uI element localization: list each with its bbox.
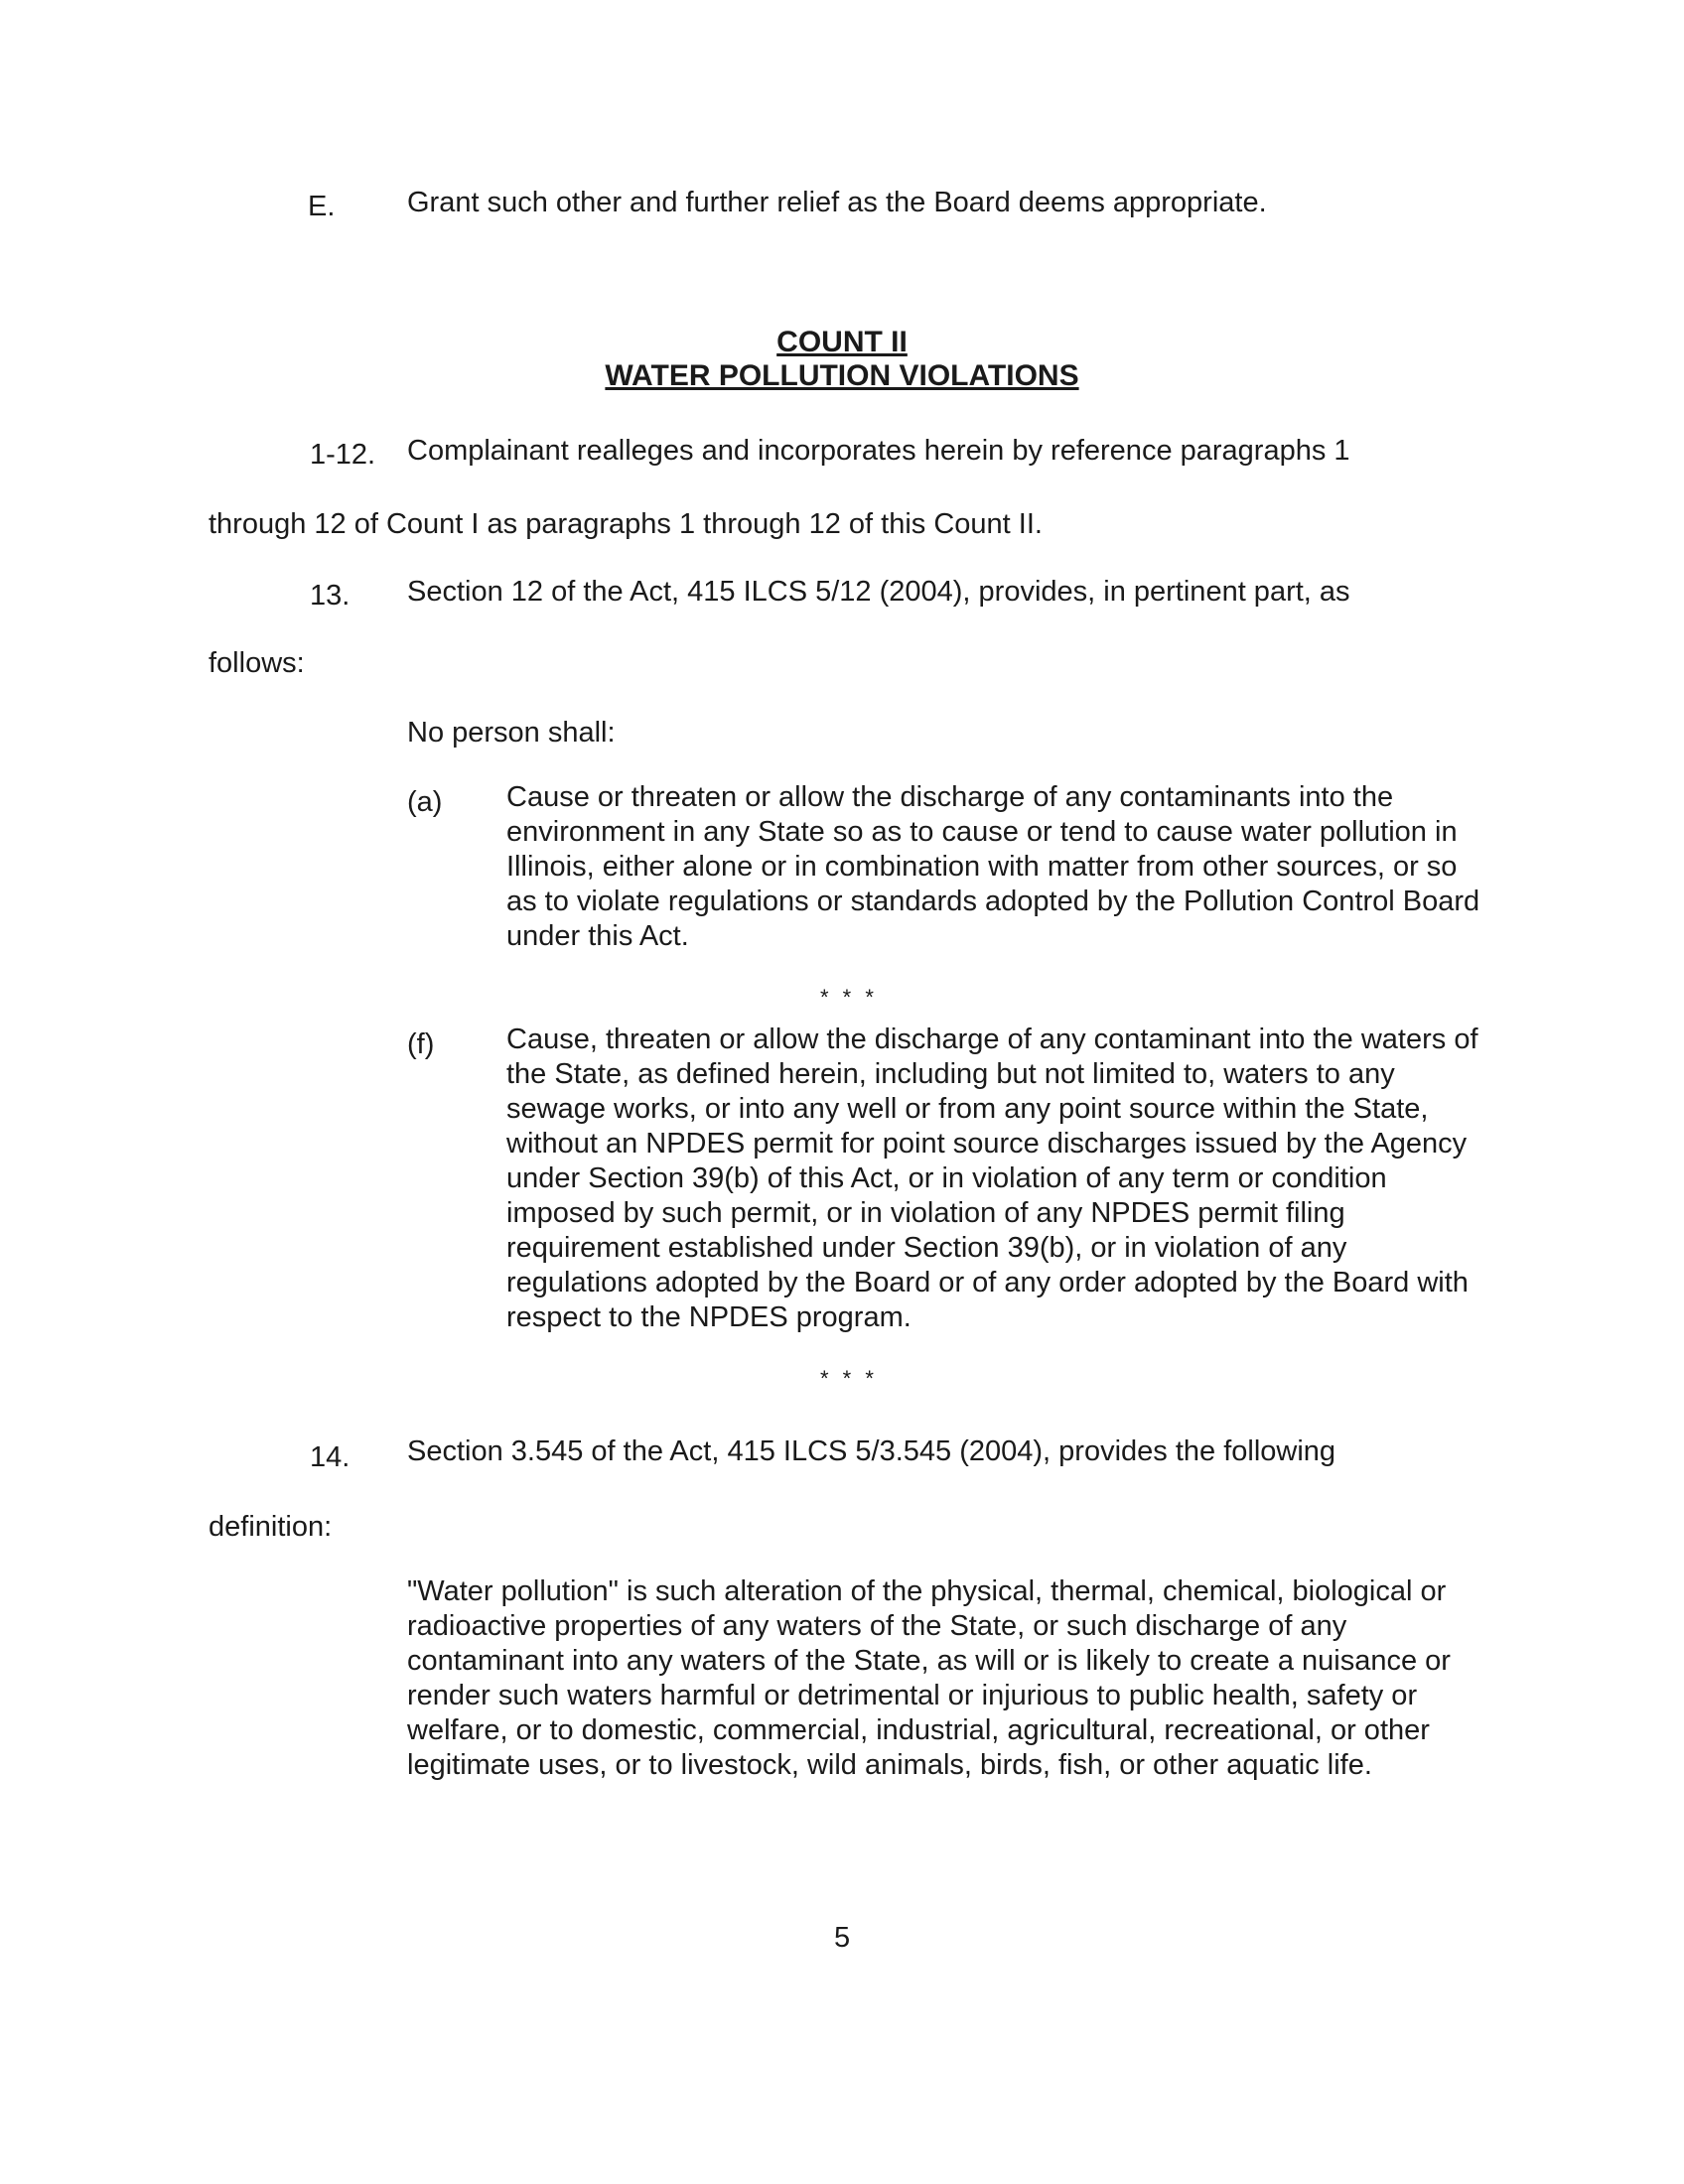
count-title: COUNT II [776, 326, 908, 358]
relief-item-text: Grant such other and further relief as the Board deems appropriate. [407, 187, 1267, 218]
para-1-12-line2: through 12 of Count I as paragraphs 1 through 12 of this Count II. [209, 508, 1043, 540]
para-1-12-line1: Complainant realleges and incorporates herein by reference paragraphs 1 [407, 435, 1350, 467]
item-a-text: Cause or threaten or allow the discharge of any contaminants into the environment in any State so as to cause or tend to cause water pollution in Illinois, either alone or in combination with matter from other sources, or so as to violate regulations or standards adopted by the Pollution Control Board under this Act. [506, 781, 1480, 952]
count-subtitle: WATER POLLUTION VIOLATIONS [605, 359, 1079, 392]
item-a-label: (a) [407, 786, 443, 818]
para-13-line2: follows: [209, 647, 305, 679]
item-f-label: (f) [407, 1028, 435, 1060]
para-14-number: 14. [310, 1441, 351, 1473]
item-f-text: Cause, threaten or allow the discharge of any contaminant into the waters of the State, as defined herein, including but not limited to, waters to any sewage works, or into any well or from any point source within the State, without an NPDES permit for point source discharges issued by the Agency under Section 39(b) of this Act, or in violation of any term or condition imposed by such permit, or in violation of any NPDES permit filing requirement established under Section 39(b), or in violation of any regulations adopted by the Board or of any order adopted by the Board with respect to the NPDES program. [506, 1024, 1478, 1333]
ellipsis-stars-2: * * * [820, 1366, 878, 1391]
ellipsis-stars-1: * * * [820, 985, 878, 1010]
para-13-number: 13. [310, 580, 351, 612]
water-pollution-definition: "Water pollution" is such alteration of the physical, thermal, chemical, biological or radioactive properties of any waters of the State, or such discharge of any contaminant into any waters of the State, as will or is likely to create a nuisance or render such waters harmful or detrimental or injurious to public health, safety or welfare, or to domestic, commercial, industrial, agricultural, recreational, or other legitimate uses, or to livestock, wild animals, birds, fish, or other aquatic life. [407, 1575, 1451, 1781]
page-number: 5 [834, 1922, 851, 1954]
para-13-intro: No person shall: [407, 717, 616, 749]
para-14-line1: Section 3.545 of the Act, 415 ILCS 5/3.545 (2004), provides the following [407, 1435, 1336, 1467]
para-1-12-number: 1-12. [310, 439, 376, 471]
para-13-line1: Section 12 of the Act, 415 ILCS 5/12 (2004), provides, in pertinent part, as [407, 576, 1350, 608]
relief-item-letter: E. [308, 191, 336, 222]
para-14-line2: definition: [209, 1511, 333, 1543]
